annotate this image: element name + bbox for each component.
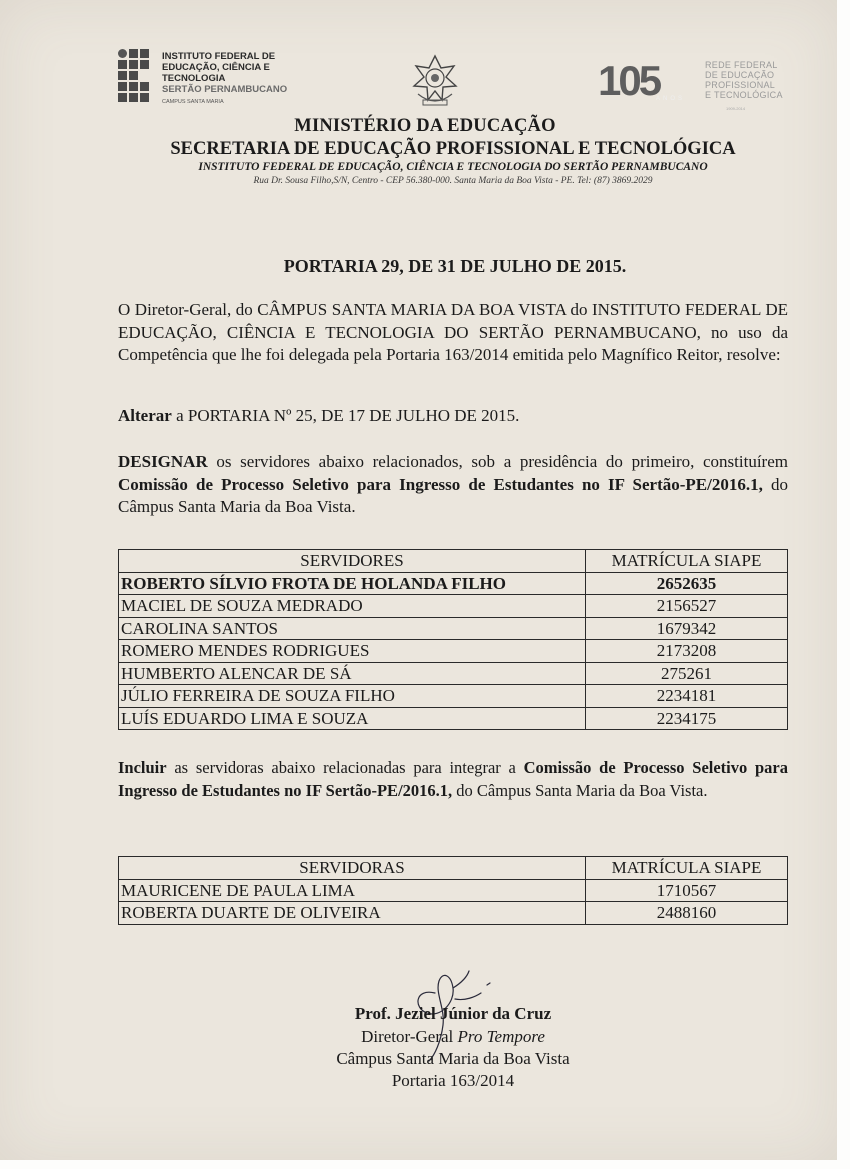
designar-keyword: DESIGNAR	[118, 452, 208, 471]
column-header-matricula: MATRÍCULA SIAPE	[586, 550, 788, 573]
rede-federal-logo	[598, 58, 798, 114]
incluir-text-end: do Câmpus Santa Maria da Boa Vista.	[452, 780, 708, 800]
incluir-keyword: Incluir	[118, 758, 167, 777]
institute-logo	[118, 49, 318, 105]
servidoras-table	[118, 856, 788, 925]
servidor-name: ROBERTO SÍLVIO FROTA DE HOLANDA FILHO	[119, 572, 586, 595]
servidor-name: ROMERO MENDES RODRIGUES	[119, 640, 586, 663]
servidor-name: MACIEL DE SOUZA MEDRADO	[119, 595, 586, 618]
table-row	[119, 685, 788, 708]
servidor-matricula: 2652635	[586, 572, 788, 595]
institute-logo-line4: CAMPUS SANTA MARIA	[162, 99, 224, 105]
intro-paragraph: O Diretor-Geral, do CÂMPUS SANTA MARIA DA BOA VISTA do INSTITUTO FEDERAL DE EDUCAÇÃO, CIÊNCIA E TECNOLOGIA DO SERTÃO PERNAMBUCANO, no uso da Competência que lhe foi delegada pela Portaria 163/2014 emitida pelo Magnífico Reitor, resolve:	[118, 300, 788, 364]
rede-logo-line: REDE FEDERAL	[705, 60, 778, 70]
rede-logo-line: PROFISSIONAL	[705, 80, 776, 90]
alter-paragraph	[118, 405, 788, 428]
table-row	[119, 572, 788, 595]
servidor-matricula: 2234175	[586, 707, 788, 730]
table-header-row	[119, 550, 788, 573]
column-header-servidoras: SERVIDORAS	[119, 857, 586, 880]
table-row	[119, 662, 788, 685]
servidor-matricula: 2173208	[586, 640, 788, 663]
table-row	[119, 595, 788, 618]
servidor-matricula: 275261	[586, 662, 788, 685]
signatory-campus: Câmpus Santa Maria da Boa Vista	[336, 1049, 570, 1068]
alter-text: a PORTARIA Nº 25, DE 17 DE JULHO DE 2015.	[171, 406, 520, 425]
alter-keyword: Alterar	[118, 406, 172, 425]
column-header-servidores: SERVIDORES	[119, 550, 586, 573]
servidor-name: LUÍS EDUARDO LIMA E SOUZA	[119, 707, 586, 730]
servidores-table	[118, 549, 788, 730]
table-row	[119, 617, 788, 640]
servidor-name: HUMBERTO ALENCAR DE SÁ	[119, 662, 586, 685]
institute-logo-line2: EDUCAÇÃO, CIÊNCIA E TECNOLOGIA	[162, 62, 270, 84]
signatory-ordinance: Portaria 163/2014	[391, 1071, 515, 1090]
rede-logo-ano: ANOS	[656, 96, 686, 102]
signatory-role-prefix: Diretor-Geral	[361, 1027, 458, 1046]
signatory-name: Prof. Jeziel Júnior da Cruz	[354, 1004, 552, 1023]
servidor-name: CAROLINA SANTOS	[119, 617, 586, 640]
designar-text: os servidores abaixo relacionados, sob a presidência do primeiro, constituírem	[207, 452, 788, 471]
servidora-matricula: 2488160	[586, 902, 788, 925]
servidora-matricula: 1710567	[586, 879, 788, 902]
document-title: PORTARIA 29, DE 31 DE JULHO DE 2015.	[283, 256, 627, 276]
servidor-name: JÚLIO FERREIRA DE SOUZA FILHO	[119, 685, 586, 708]
servidora-name: ROBERTA DUARTE DE OLIVEIRA	[119, 902, 586, 925]
rede-logo-line: DE EDUCAÇÃO	[705, 70, 775, 80]
servidora-name: MAURICENE DE PAULA LIMA	[119, 879, 586, 902]
rede-logo-number: 105	[598, 57, 660, 104]
rede-logo-years: 1909-2014	[726, 106, 746, 111]
incluir-text: as servidoras abaixo relacionadas para integrar a	[166, 758, 524, 777]
institute-logo-line3: SERTÃO PERNAMBUCANO	[162, 84, 288, 95]
servidor-matricula: 2156527	[586, 595, 788, 618]
servidor-matricula: 1679342	[586, 617, 788, 640]
table-row	[119, 879, 788, 902]
signatory-role-italic: Pro Tempore	[457, 1027, 545, 1046]
institute-logo-line1: INSTITUTO FEDERAL DE	[162, 51, 276, 62]
rede-logo-line: E TECNOLÓGICA	[705, 90, 783, 100]
table-header-row	[119, 857, 788, 880]
designar-paragraph	[118, 451, 788, 519]
institute-logo-grid-icon	[118, 49, 154, 103]
table-row	[119, 902, 788, 925]
commission-name: Comissão de Processo Seletivo para Ingresso de Estudantes no IF Sertão-PE/2016.1,	[118, 758, 789, 800]
table-row	[119, 707, 788, 730]
ministry-heading: MINISTÉRIO DA EDUCAÇÃO	[294, 116, 556, 136]
designar-text-end: do Câmpus Santa Maria da Boa Vista.	[118, 474, 789, 516]
scan-margin-right	[837, 0, 850, 1169]
institute-heading: INSTITUTO FEDERAL DE EDUCAÇÃO, CIÊNCIA E TECNOLOGIA DO SERTÃO PERNAMBUCANO	[198, 161, 708, 173]
column-header-matricula: MATRÍCULA SIAPE	[586, 857, 788, 880]
signatory-role	[28, 1026, 850, 1048]
address-line: Rua Dr. Sousa Filho,S/N, Centro - CEP 56.380-000. Santa Maria da Boa Vista - PE. Tel: (87) 3869.2029	[253, 176, 653, 186]
scan-margin-bottom	[0, 1160, 850, 1169]
servidor-matricula: 2234181	[586, 685, 788, 708]
secretariat-heading: SECRETARIA DE EDUCAÇÃO PROFISSIONAL E TECNOLÓGICA	[170, 139, 736, 159]
table-row	[119, 640, 788, 663]
commission-name: Comissão de Processo Seletivo para Ingresso de Estudantes no IF Sertão-PE/2016.1,	[118, 474, 763, 494]
incluir-paragraph	[118, 757, 788, 802]
coat-of-arms-icon	[410, 54, 460, 110]
